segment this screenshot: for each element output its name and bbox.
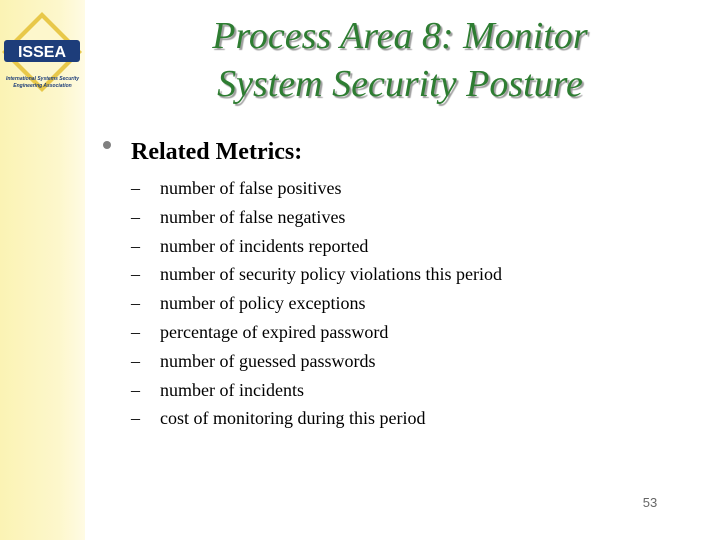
logo-wordmark-line-2: Engineering Association [13, 83, 72, 89]
list-item-text: cost of monitoring during this period [160, 408, 426, 429]
list-item [131, 232, 502, 261]
list-item-text: number of false negatives [160, 206, 346, 227]
list-item-text: number of false positives [160, 178, 342, 198]
dash-icon: – [131, 350, 140, 371]
dash-icon: – [131, 235, 140, 256]
page-number: 53 [642, 495, 658, 510]
slide-title-line-1: Process Area 8: Monitor [212, 15, 588, 57]
dash-icon: – [131, 321, 140, 342]
list-item [131, 347, 502, 376]
bullet-dot-icon [103, 141, 111, 149]
list-item-text: number of guessed passwords [160, 350, 376, 371]
slide-title [150, 12, 650, 108]
dash-icon: – [131, 206, 140, 227]
list-item-text: number of incidents [160, 379, 304, 400]
dash-icon: – [131, 408, 140, 429]
list-item [131, 376, 502, 405]
list-item [131, 404, 502, 433]
dash-icon: – [131, 178, 140, 198]
dash-icon: – [131, 264, 140, 285]
logo-text: ISSEA [17, 44, 67, 61]
slide-title-line-2: System Security Posture [217, 63, 583, 105]
bullet-heading: Related Metrics: [131, 139, 303, 165]
logo-wordmark [0, 76, 85, 90]
list-item-text: number of incidents reported [160, 235, 369, 256]
sidebar-band [0, 0, 85, 540]
list-item [131, 203, 502, 232]
dash-icon: – [131, 379, 140, 400]
list-item-text: number of policy exceptions [160, 293, 366, 314]
list-item-text: number of security policy violations this period [160, 264, 502, 285]
list-item [131, 174, 502, 203]
list-item-text: percentage of expired password [160, 321, 389, 342]
list-item [131, 318, 502, 347]
logo-wordmark-line-1: International Systems Security [5, 76, 80, 82]
list-item [131, 260, 502, 289]
metrics-list [131, 174, 502, 433]
dash-icon: – [131, 293, 140, 314]
list-item [131, 289, 502, 318]
